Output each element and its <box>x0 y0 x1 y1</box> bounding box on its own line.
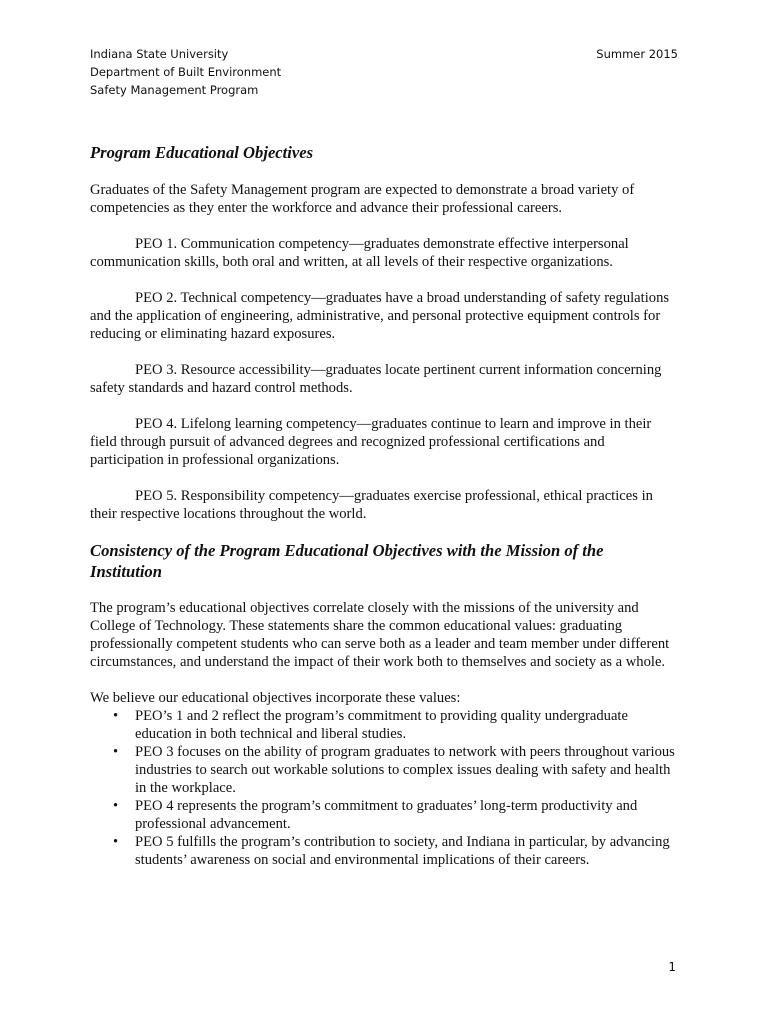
bullet-icon: • <box>113 834 119 850</box>
consistency-paragraph: The program’s educational objectives correlate closely with the missions of the university and College of Technology. These statements share the common educational values: graduating professionally competent students who can serve both as a leader and team member under different circumstances, and understand the impact of their work both to themselves and society as a whole. <box>90 600 670 670</box>
page-number: 1 <box>668 960 676 974</box>
bullet-icon: • <box>113 798 119 814</box>
peo-item: PEO 3. Resource accessibility—graduates locate pertinent current information concerning safety standards and hazard control methods. <box>90 362 662 396</box>
list-item-text: PEO’s 1 and 2 reflect the program’s commitment to providing quality undergraduate education in both technical and liberal studies. <box>135 708 628 742</box>
list-item <box>90 833 678 869</box>
list-item-text: PEO 3 focuses on the ability of program graduates to network with peers throughout various industries to search out workable solutions to complex issues dealing with safety and health in the workplace. <box>135 744 675 796</box>
peo-item: PEO 2. Technical competency—graduates have a broad understanding of safety regulations and the application of engineering, administrative, and personal protective equipment controls for reducing or eliminating hazard exposures. <box>90 290 670 342</box>
university-name: Indiana State University <box>90 47 229 61</box>
list-item-text: PEO 5 fulfills the program’s contribution to society, and Indiana in particular, by advancing students’ awareness on social and environmental implications of their careers. <box>135 834 670 868</box>
list-item <box>90 743 678 797</box>
peo-item: PEO 4. Lifelong learning competency—graduates continue to learn and improve in their field through pursuit of advanced degrees and recognized professional certifications and participation in professional organizations. <box>90 416 652 468</box>
objectives-intro: Graduates of the Safety Management program are expected to demonstrate a broad variety of competencies as they enter the workforce and advance their professional careers. <box>90 182 635 216</box>
list-item <box>90 797 678 833</box>
section-title-objectives: Program Educational Objectives <box>90 143 314 162</box>
peo-item: PEO 5. Responsibility competency—graduates exercise professional, ethical practices in their respective locations throughout the world. <box>90 488 653 522</box>
department-name: Department of Built Environment <box>90 65 282 79</box>
list-item-text: PEO 4 represents the program’s commitment to graduates’ long-term productivity and professional advancement. <box>135 798 638 832</box>
bullet-icon: • <box>113 708 119 724</box>
document-body <box>90 142 678 869</box>
term-label: Summer 2015 <box>596 47 678 61</box>
peo-item: PEO 1. Communication competency—graduates demonstrate effective interpersonal communication skills, both oral and written, at all levels of their respective organizations. <box>90 236 629 270</box>
section-title-consistency: Consistency of the Program Educational Objectives with the Mission of the Institution <box>90 541 604 581</box>
list-item <box>90 707 678 743</box>
page-header <box>90 45 678 99</box>
program-name: Safety Management Program <box>90 83 259 97</box>
bullet-icon: • <box>113 744 119 760</box>
values-lead: We believe our educational objectives incorporate these values: <box>90 690 461 706</box>
values-list <box>90 707 678 869</box>
